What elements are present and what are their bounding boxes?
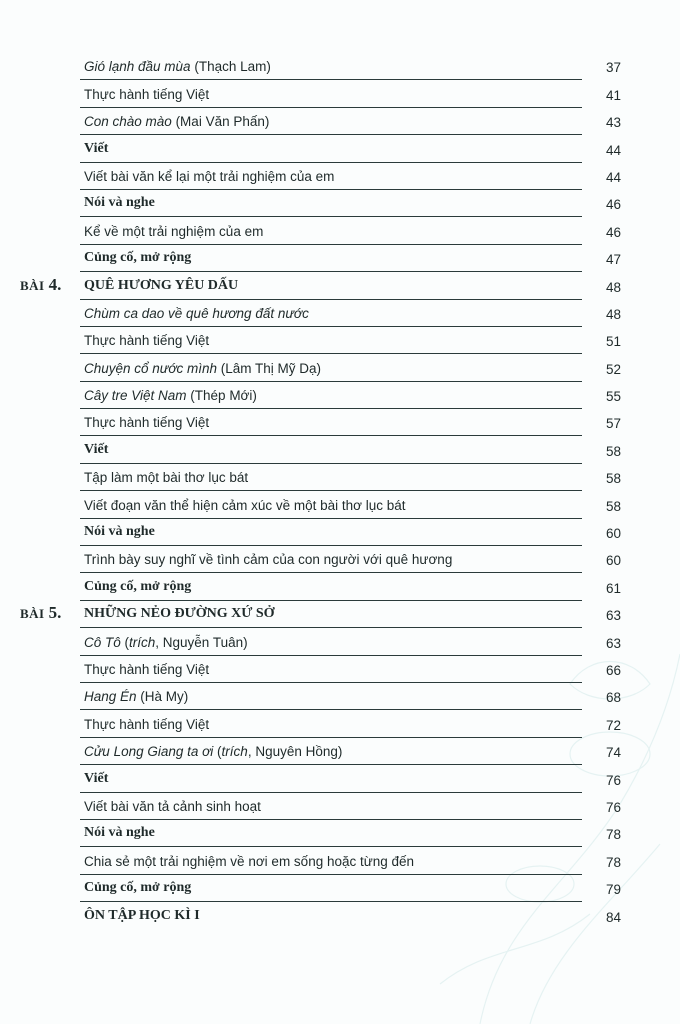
toc-title-main: Thực hành tiếng Việt bbox=[84, 86, 210, 102]
toc-entry-title bbox=[84, 169, 334, 184]
toc-entry-title bbox=[84, 224, 263, 239]
toc-page-number: 60 bbox=[605, 553, 621, 569]
toc-page-number: 48 bbox=[605, 306, 621, 322]
toc-entry-row[interactable] bbox=[0, 628, 680, 655]
toc-title-main: Củng cố, mở rộng bbox=[84, 250, 192, 266]
toc-title-author: (Thạch Lam) bbox=[190, 59, 271, 75]
toc-title-main: Viết bbox=[84, 140, 109, 156]
toc-title-paren: ( bbox=[213, 744, 222, 760]
toc-page-number: 84 bbox=[605, 909, 621, 925]
toc-page-number: 66 bbox=[605, 662, 621, 678]
toc-entry-row[interactable] bbox=[0, 354, 680, 381]
toc-entry-title bbox=[84, 799, 261, 814]
table-of-contents bbox=[0, 53, 680, 930]
toc-page-number: 41 bbox=[605, 87, 621, 103]
toc-page-number: 76 bbox=[605, 772, 621, 788]
toc-title-main: Nói và nghe bbox=[84, 195, 155, 211]
toc-title-main: Cửu Long Giang ta ơi bbox=[84, 744, 214, 760]
toc-entry-row[interactable] bbox=[0, 245, 680, 272]
toc-page-number: 63 bbox=[605, 608, 621, 624]
toc-entry-row[interactable] bbox=[0, 738, 680, 765]
toc-entry-title bbox=[84, 442, 108, 458]
toc-entry-title bbox=[84, 744, 342, 759]
toc-entry-row[interactable] bbox=[0, 491, 680, 518]
toc-page-number: 44 bbox=[605, 142, 621, 158]
toc-page-number: 51 bbox=[605, 334, 621, 350]
toc-title-main: NHỮNG NẺO ĐƯỜNG XỨ SỞ bbox=[84, 606, 275, 622]
toc-title-main: Viết đoạn văn thể hiện cảm xúc về một bài thơ lục bát bbox=[84, 497, 406, 513]
toc-entry-title bbox=[84, 415, 209, 430]
toc-entry-row[interactable] bbox=[0, 683, 680, 710]
toc-entry-row[interactable] bbox=[0, 163, 680, 190]
toc-entry-title bbox=[84, 579, 191, 595]
toc-page-number: 58 bbox=[605, 498, 621, 514]
toc-entry-row[interactable] bbox=[0, 217, 680, 244]
toc-entry-title bbox=[84, 771, 108, 787]
toc-entry-row[interactable] bbox=[0, 519, 680, 546]
toc-title-main: Thực hành tiếng Việt bbox=[84, 333, 210, 349]
toc-title-main: Củng cố, mở rộng bbox=[84, 880, 192, 896]
toc-title-author: (Lâm Thị Mỹ Dạ) bbox=[217, 360, 322, 376]
toc-title-main: Chia sẻ một trải nghiệm về nơi em sống hoặc từng đến bbox=[84, 853, 415, 869]
toc-entry-title bbox=[84, 306, 309, 321]
toc-entry-title bbox=[84, 635, 248, 650]
toc-entry-row[interactable] bbox=[0, 436, 680, 463]
toc-page-number: 57 bbox=[605, 416, 621, 432]
toc-lesson-row[interactable] bbox=[0, 601, 680, 628]
toc-page-number: 44 bbox=[605, 169, 621, 185]
toc-entry-title bbox=[84, 552, 452, 567]
toc-entry-row[interactable] bbox=[0, 409, 680, 436]
toc-entry-row[interactable] bbox=[0, 573, 680, 600]
toc-entry-row[interactable] bbox=[0, 546, 680, 573]
toc-entry-title bbox=[84, 141, 108, 157]
toc-title-author: (Mai Văn Phấn) bbox=[171, 114, 270, 130]
toc-entry-title bbox=[84, 114, 269, 129]
toc-page-number: 72 bbox=[605, 717, 621, 733]
toc-entry-row[interactable] bbox=[0, 327, 680, 354]
toc-entry-title bbox=[84, 470, 248, 485]
toc-entry-title bbox=[84, 250, 191, 266]
toc-entry-title bbox=[84, 854, 414, 869]
lesson-number bbox=[20, 275, 61, 295]
toc-title-main: Viết bài văn kể lại một trải nghiệm của em bbox=[84, 168, 335, 184]
toc-page-number: 61 bbox=[605, 580, 621, 596]
toc-title-main: Viết bài văn tả cảnh sinh hoạt bbox=[84, 798, 261, 814]
toc-page-number: 47 bbox=[605, 252, 621, 268]
toc-title-author: , Nguyễn Tuân) bbox=[155, 634, 248, 650]
toc-page-number: 58 bbox=[605, 443, 621, 459]
toc-page-number: 43 bbox=[605, 115, 621, 131]
toc-title-main: Kể về một trải nghiệm của em bbox=[84, 223, 264, 239]
lesson-digit: 5. bbox=[48, 603, 62, 623]
toc-entry-title bbox=[84, 880, 191, 896]
toc-title-main: Chùm ca dao về quê hương đất nước bbox=[84, 305, 309, 321]
toc-page-number: 78 bbox=[605, 854, 621, 870]
toc-page-number: 74 bbox=[605, 745, 621, 761]
toc-title-main: Tập làm một bài thơ lục bát bbox=[84, 470, 249, 486]
toc-title-excerpt-note: trích bbox=[221, 744, 248, 760]
toc-title-paren: ( bbox=[120, 634, 130, 650]
toc-title-main: ÔN TẬP HỌC KÌ I bbox=[84, 907, 200, 923]
toc-page-number: 55 bbox=[605, 389, 621, 405]
toc-title-main: Nói và nghe bbox=[84, 825, 155, 841]
toc-title-main: Viết bbox=[84, 441, 109, 457]
toc-entry-row[interactable] bbox=[0, 135, 680, 162]
toc-page-number: 76 bbox=[605, 799, 621, 815]
toc-title-main: Hang Én bbox=[84, 689, 137, 705]
toc-page-number: 48 bbox=[605, 279, 621, 295]
toc-title-main: Cây tre Việt Nam bbox=[84, 388, 187, 404]
toc-title-main: Củng cố, mở rộng bbox=[84, 578, 192, 594]
toc-page-number: 46 bbox=[605, 224, 621, 240]
toc-entry-row[interactable] bbox=[0, 656, 680, 683]
lesson-number bbox=[20, 603, 61, 623]
toc-entry-row[interactable] bbox=[0, 902, 680, 929]
toc-entry-row[interactable] bbox=[0, 793, 680, 820]
toc-entry-title bbox=[84, 689, 188, 704]
toc-entry-title bbox=[84, 361, 321, 376]
toc-entry-title bbox=[84, 278, 238, 294]
lesson-word: BÀI bbox=[20, 606, 45, 622]
toc-page-number: 52 bbox=[605, 361, 621, 377]
toc-title-author: , Nguyên Hồng) bbox=[247, 744, 343, 760]
toc-entry-row[interactable] bbox=[0, 765, 680, 792]
toc-entry-title bbox=[84, 195, 155, 211]
toc-entry-title bbox=[84, 87, 209, 102]
toc-entry-row[interactable] bbox=[0, 53, 680, 80]
toc-title-main: Cô Tô bbox=[84, 634, 121, 650]
toc-page-number: 68 bbox=[605, 690, 621, 706]
toc-page-number: 46 bbox=[605, 197, 621, 213]
toc-title-excerpt-note: trích bbox=[129, 634, 156, 650]
toc-entry-row[interactable] bbox=[0, 382, 680, 409]
toc-entry-row[interactable] bbox=[0, 464, 680, 491]
toc-title-main: Thực hành tiếng Việt bbox=[84, 415, 210, 431]
toc-entry-row[interactable] bbox=[0, 108, 680, 135]
toc-title-main: Chuyện cổ nước mình bbox=[84, 360, 218, 376]
lesson-digit: 4. bbox=[48, 274, 62, 294]
toc-title-main: Thực hành tiếng Việt bbox=[84, 716, 210, 732]
toc-page-number: 60 bbox=[605, 526, 621, 542]
toc-title-main: Con chào mào bbox=[84, 114, 172, 130]
toc-entry-row[interactable] bbox=[0, 300, 680, 327]
toc-title-author: (Thép Mới) bbox=[186, 388, 257, 404]
toc-entry-title bbox=[84, 825, 155, 841]
toc-entry-row[interactable] bbox=[0, 710, 680, 737]
toc-title-main: QUÊ HƯƠNG YÊU DẤU bbox=[84, 277, 239, 293]
toc-entry-row[interactable] bbox=[0, 820, 680, 847]
toc-page-number: 78 bbox=[605, 827, 621, 843]
toc-entry-title bbox=[84, 333, 209, 348]
toc-entry-title bbox=[84, 388, 257, 403]
toc-lesson-row[interactable] bbox=[0, 272, 680, 299]
toc-entry-row[interactable] bbox=[0, 847, 680, 874]
toc-entry-row[interactable] bbox=[0, 80, 680, 107]
toc-entry-title bbox=[84, 59, 271, 74]
toc-entry-title bbox=[84, 524, 155, 540]
toc-title-main: Nói và nghe bbox=[84, 524, 155, 540]
toc-entry-title bbox=[84, 662, 209, 677]
toc-page-number: 79 bbox=[605, 882, 621, 898]
toc-entry-row[interactable] bbox=[0, 875, 680, 902]
lesson-word: BÀI bbox=[20, 277, 45, 293]
toc-title-main: Gió lạnh đầu mùa bbox=[84, 59, 191, 75]
toc-entry-title bbox=[84, 498, 406, 513]
toc-entry-title bbox=[84, 717, 209, 732]
toc-title-author: (Hà My) bbox=[136, 689, 189, 705]
toc-page-number: 63 bbox=[605, 635, 621, 651]
toc-entry-title bbox=[84, 908, 200, 924]
toc-title-main: Thực hành tiếng Việt bbox=[84, 661, 210, 677]
toc-entry-title bbox=[84, 606, 275, 622]
toc-title-main: Trình bày suy nghĩ về tình cảm của con người với quê hương bbox=[84, 552, 453, 568]
toc-title-main: Viết bbox=[84, 770, 109, 786]
toc-page-number: 37 bbox=[605, 60, 621, 76]
toc-page-number: 58 bbox=[605, 471, 621, 487]
toc-entry-row[interactable] bbox=[0, 190, 680, 217]
